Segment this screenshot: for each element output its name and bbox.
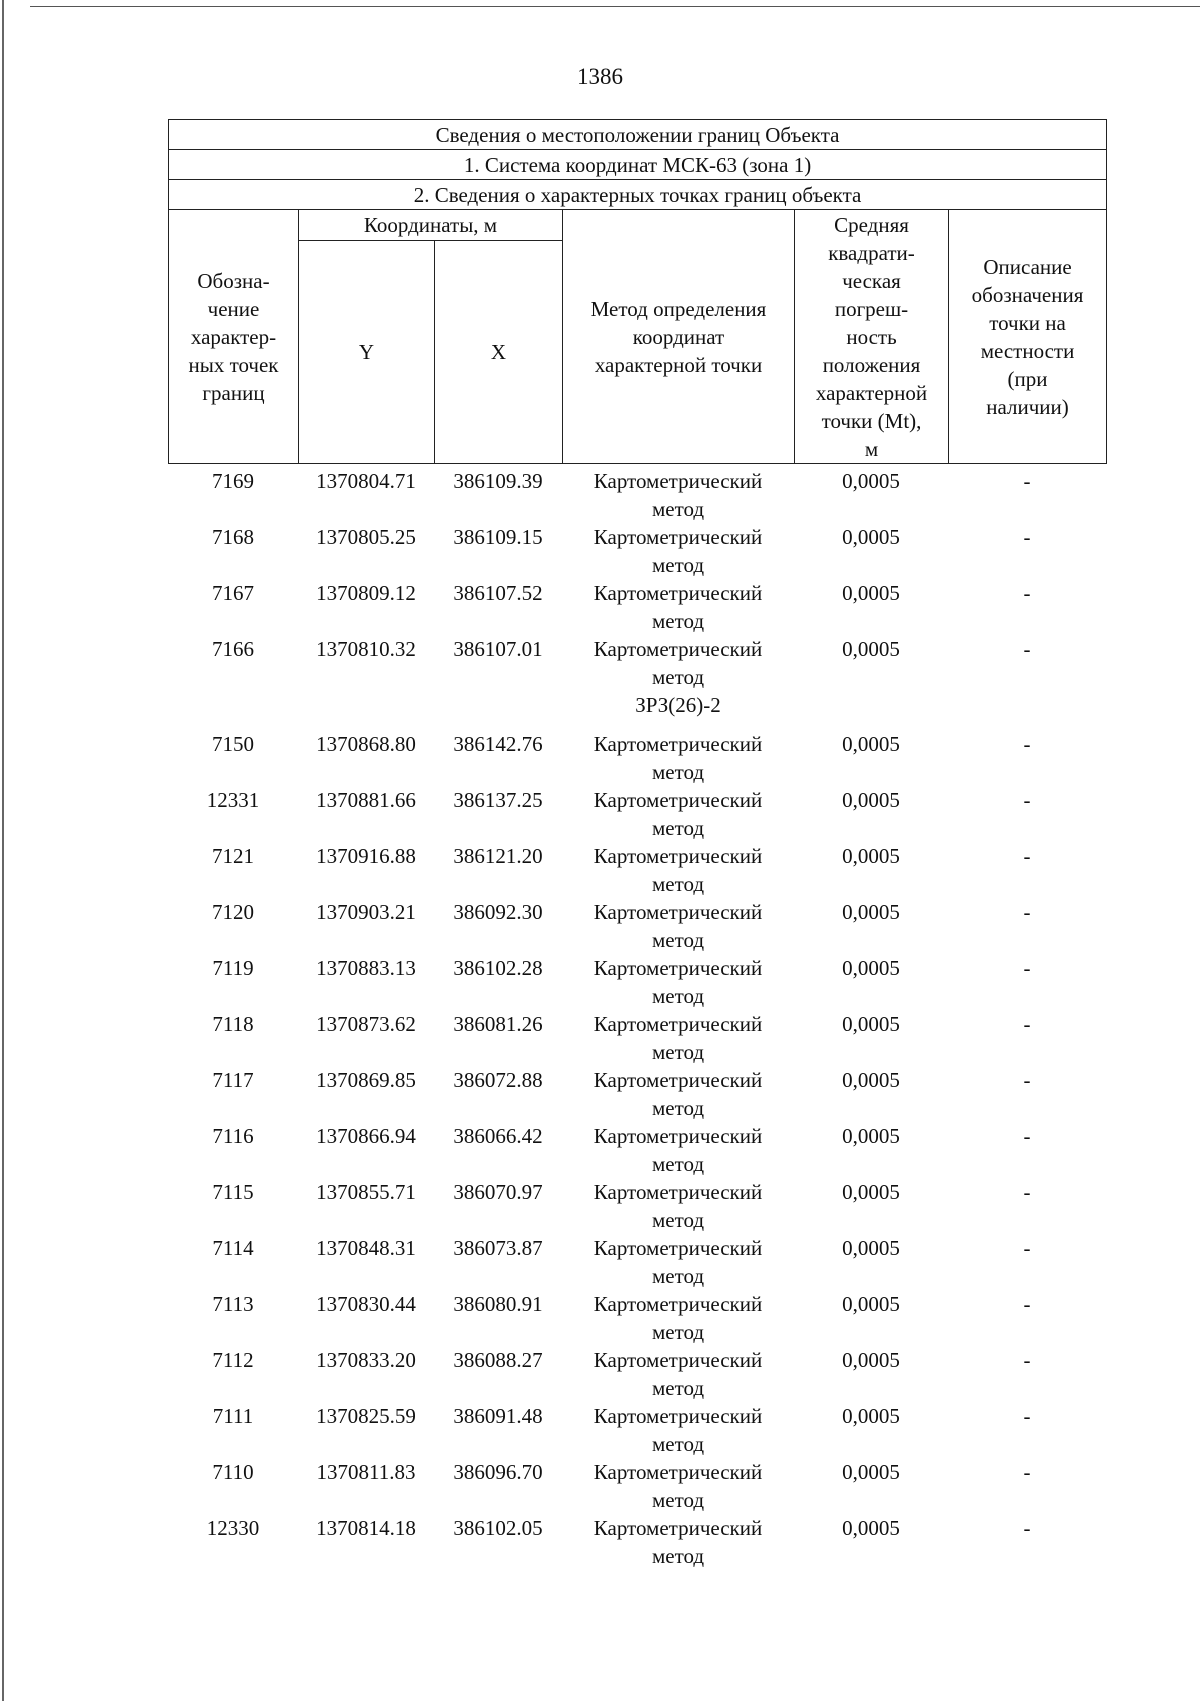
y-coordinate-cell: 1370848.31	[316, 1236, 416, 1260]
header-title-row	[169, 150, 1107, 180]
point-id-cell: 12330	[206, 1516, 260, 1540]
table-row	[168, 954, 1106, 1010]
y-coordinate-cell: 1370809.12	[316, 581, 416, 605]
method-line: Картометрический	[593, 956, 763, 980]
table-row	[168, 1514, 1106, 1570]
x-coordinate-cell: 386107.01	[453, 637, 543, 661]
header-error-line: ческая	[842, 268, 901, 293]
section-cell-empty	[794, 691, 948, 730]
column-header-row	[169, 210, 1107, 241]
header-designation-line: Обозна-	[197, 268, 270, 293]
table-row	[168, 579, 1106, 635]
method-line: Картометрический	[593, 1460, 763, 1484]
error-cell: 0,0005	[842, 581, 900, 605]
x-coordinate-cell: 386073.87	[453, 1236, 543, 1260]
header-designation-line: границ	[202, 380, 265, 405]
description-cell: -	[1023, 956, 1031, 980]
error-cell: 0,0005	[842, 1180, 900, 1204]
y-coordinate-cell: 1370903.21	[316, 900, 416, 924]
point-id-cell: 7166	[212, 637, 254, 661]
method-line: Картометрический	[593, 469, 763, 493]
point-id-cell: 7118	[212, 1012, 254, 1036]
header-description-line: обозначения	[971, 282, 1084, 307]
x-coordinate-cell: 386092.30	[453, 900, 543, 924]
x-coordinate-cell: 386102.05	[453, 1516, 543, 1540]
method-cell	[562, 898, 794, 954]
x-coordinate-cell: 386121.20	[453, 844, 543, 868]
method-line: метод	[651, 1544, 705, 1568]
y-coordinate-cell: 1370814.18	[316, 1516, 416, 1540]
point-id-cell: 7120	[212, 900, 254, 924]
x-coordinate-cell: 386109.15	[453, 525, 543, 549]
header-error-line: м	[864, 436, 879, 461]
point-id-cell: 7117	[212, 1068, 254, 1092]
point-id-cell: 7111	[212, 1404, 254, 1428]
table-row	[168, 1290, 1106, 1346]
section-row	[168, 691, 1106, 730]
y-coordinate-cell: 1370883.13	[316, 956, 416, 980]
method-cell	[562, 1122, 794, 1178]
error-cell: 0,0005	[842, 1348, 900, 1372]
header-error-line: ность	[846, 324, 897, 349]
method-line: Картометрический	[593, 637, 763, 661]
table-row	[168, 1122, 1106, 1178]
table-row	[168, 786, 1106, 842]
method-line: метод	[651, 984, 705, 1008]
error-cell: 0,0005	[842, 788, 900, 812]
description-cell: -	[1023, 469, 1031, 493]
description-cell: -	[1023, 1124, 1031, 1148]
description-cell: -	[1023, 581, 1031, 605]
description-cell: -	[1023, 788, 1031, 812]
section-label: ЗРЗ(26)-2	[635, 693, 721, 717]
section-cell-empty	[948, 691, 1106, 730]
error-cell: 0,0005	[842, 1404, 900, 1428]
method-line: Картометрический	[593, 1180, 763, 1204]
error-cell: 0,0005	[842, 525, 900, 549]
point-id-cell: 7169	[212, 469, 254, 493]
table-row	[168, 842, 1106, 898]
method-line: метод	[651, 760, 705, 784]
header-error	[795, 210, 949, 464]
header-description-line: точки на	[989, 310, 1066, 335]
error-cell: 0,0005	[842, 1124, 900, 1148]
method-line: Картометрический	[593, 900, 763, 924]
section-cell-empty	[298, 691, 434, 730]
table-row	[168, 1346, 1106, 1402]
description-cell: -	[1023, 1516, 1031, 1540]
header-title-row	[169, 180, 1107, 210]
header-method-line: характерной точки	[594, 352, 763, 377]
header-coordinates: Координаты, м	[299, 210, 563, 241]
error-cell: 0,0005	[842, 1236, 900, 1260]
method-cell	[562, 523, 794, 579]
point-id-cell: 7116	[212, 1124, 254, 1148]
description-cell: -	[1023, 1236, 1031, 1260]
table-row	[168, 1458, 1106, 1514]
method-line: метод	[651, 1264, 705, 1288]
method-line: метод	[651, 1152, 705, 1176]
method-line: метод	[651, 1432, 705, 1456]
x-coordinate-cell: 386107.52	[453, 581, 543, 605]
description-cell: -	[1023, 1012, 1031, 1036]
header-description-line: местности	[980, 338, 1075, 363]
point-id-cell: 7115	[212, 1180, 254, 1204]
x-coordinate-cell: 386096.70	[453, 1460, 543, 1484]
method-line: метод	[651, 1096, 705, 1120]
table-title-location: Сведения о местоположении границ Объекта	[169, 120, 1107, 150]
method-line: Картометрический	[593, 844, 763, 868]
header-error-line: положения	[822, 352, 921, 377]
error-cell: 0,0005	[842, 900, 900, 924]
y-coordinate-cell: 1370833.20	[316, 1348, 416, 1372]
table-title-characteristic-points: 2. Сведения о характерных точках границ объекта	[169, 180, 1107, 210]
method-cell	[562, 730, 794, 786]
y-coordinate-cell: 1370868.80	[316, 732, 416, 756]
error-cell: 0,0005	[842, 637, 900, 661]
x-coordinate-cell: 386070.97	[453, 1180, 543, 1204]
method-cell	[562, 1010, 794, 1066]
method-line: метод	[651, 872, 705, 896]
x-coordinate-cell: 386091.48	[453, 1404, 543, 1428]
table-row	[168, 1066, 1106, 1122]
header-description-line: Описание	[983, 254, 1072, 279]
table-row	[168, 467, 1106, 523]
table-row	[168, 1402, 1106, 1458]
coordinates-header-table	[168, 119, 1107, 464]
method-line: Картометрический	[593, 1516, 763, 1540]
method-line: Картометрический	[593, 581, 763, 605]
method-line: Картометрический	[593, 788, 763, 812]
method-cell	[562, 467, 794, 523]
description-cell: -	[1023, 1348, 1031, 1372]
header-description-line: (при	[1007, 366, 1048, 391]
method-line: метод	[651, 665, 705, 689]
method-line: Картометрический	[593, 1292, 763, 1316]
coordinates-body-table	[168, 467, 1106, 1570]
method-cell	[562, 1290, 794, 1346]
error-cell: 0,0005	[842, 732, 900, 756]
header-error-line: погреш-	[834, 296, 909, 321]
method-line: Картометрический	[593, 1012, 763, 1036]
error-cell: 0,0005	[842, 469, 900, 493]
method-line: метод	[651, 497, 705, 521]
header-method-line: Метод определения	[590, 296, 767, 321]
header-title-row	[169, 120, 1107, 150]
x-coordinate-cell: 386142.76	[453, 732, 543, 756]
header-description-line: наличии)	[986, 394, 1069, 419]
method-cell	[562, 1458, 794, 1514]
section-cell-empty	[168, 691, 298, 730]
method-line: метод	[651, 1208, 705, 1232]
y-coordinate-cell: 1370811.83	[316, 1460, 416, 1484]
header-designation-line: характер-	[190, 324, 277, 349]
page-number: 1386	[577, 64, 623, 89]
description-cell: -	[1023, 637, 1031, 661]
y-coordinate-cell: 1370916.88	[316, 844, 416, 868]
table-title-coordinate-system: 1. Система координат МСК-63 (зона 1)	[169, 150, 1107, 180]
description-cell: -	[1023, 1404, 1031, 1428]
x-coordinate-cell: 386066.42	[453, 1124, 543, 1148]
y-coordinate-cell: 1370866.94	[316, 1124, 416, 1148]
method-cell	[562, 1346, 794, 1402]
method-line: метод	[651, 609, 705, 633]
method-line: Картометрический	[593, 1068, 763, 1092]
method-line: метод	[651, 1040, 705, 1064]
method-line: метод	[651, 816, 705, 840]
table-row	[168, 523, 1106, 579]
y-coordinate-cell: 1370810.32	[316, 637, 416, 661]
description-cell: -	[1023, 1292, 1031, 1316]
y-coordinate-cell: 1370830.44	[316, 1292, 416, 1316]
method-line: метод	[651, 1488, 705, 1512]
method-line: Картометрический	[593, 1124, 763, 1148]
point-id-cell: 7112	[212, 1348, 254, 1372]
description-cell: -	[1023, 525, 1031, 549]
header-error-line: точки (Mt),	[821, 408, 922, 433]
method-line: Картометрический	[593, 525, 763, 549]
description-cell: -	[1023, 1068, 1031, 1092]
header-designation-line: ных точек	[188, 352, 279, 377]
y-coordinate-cell: 1370873.62	[316, 1012, 416, 1036]
point-id-cell: 7110	[212, 1460, 254, 1484]
method-cell	[562, 1514, 794, 1570]
header-description	[949, 210, 1107, 464]
x-coordinate-cell: 386081.26	[453, 1012, 543, 1036]
header-error-line: квадрати-	[828, 240, 915, 265]
header-designation-line: чение	[207, 296, 260, 321]
header-method	[563, 210, 795, 464]
table-row	[168, 898, 1106, 954]
method-line: метод	[651, 553, 705, 577]
x-coordinate-cell: 386080.91	[453, 1292, 543, 1316]
point-id-cell: 12331	[206, 788, 260, 812]
error-cell: 0,0005	[842, 956, 900, 980]
error-cell: 0,0005	[842, 1068, 900, 1092]
error-cell: 0,0005	[842, 1516, 900, 1540]
method-cell	[562, 1234, 794, 1290]
header-method-line: координат	[632, 324, 725, 349]
header-error-line: характерной	[815, 380, 928, 405]
method-cell	[562, 635, 794, 691]
x-coordinate-cell: 386088.27	[453, 1348, 543, 1372]
top-scan-border	[30, 6, 1200, 7]
method-cell	[562, 954, 794, 1010]
method-cell	[562, 1402, 794, 1458]
table-row	[168, 1010, 1106, 1066]
x-coordinate-cell: 386102.28	[453, 956, 543, 980]
method-line: Картометрический	[593, 732, 763, 756]
point-id-cell: 7114	[212, 1236, 254, 1260]
error-cell: 0,0005	[842, 1292, 900, 1316]
y-coordinate-cell: 1370825.59	[316, 1404, 416, 1428]
table-row	[168, 635, 1106, 691]
method-line: метод	[651, 1376, 705, 1400]
description-cell: -	[1023, 1460, 1031, 1484]
description-cell: -	[1023, 844, 1031, 868]
method-line: Картометрический	[593, 1236, 763, 1260]
table-row	[168, 1178, 1106, 1234]
point-id-cell: 7121	[212, 844, 254, 868]
point-id-cell: 7168	[212, 525, 254, 549]
error-cell: 0,0005	[842, 844, 900, 868]
table-row	[168, 730, 1106, 786]
point-id-cell: 7150	[212, 732, 254, 756]
method-line: метод	[651, 928, 705, 952]
method-cell	[562, 579, 794, 635]
x-coordinate-cell: 386072.88	[453, 1068, 543, 1092]
method-cell	[562, 842, 794, 898]
method-cell	[562, 786, 794, 842]
point-id-cell: 7113	[212, 1292, 254, 1316]
header-designation	[169, 210, 299, 464]
y-coordinate-cell: 1370855.71	[316, 1180, 416, 1204]
description-cell: -	[1023, 900, 1031, 924]
y-coordinate-cell: 1370881.66	[316, 788, 416, 812]
section-cell-empty	[434, 691, 562, 730]
y-coordinate-cell: 1370804.71	[316, 469, 416, 493]
method-line: метод	[651, 1320, 705, 1344]
description-cell: -	[1023, 1180, 1031, 1204]
point-id-cell: 7167	[212, 581, 254, 605]
method-line: Картометрический	[593, 1348, 763, 1372]
left-scan-border	[2, 0, 4, 1701]
header-y: Y	[299, 241, 435, 464]
x-coordinate-cell: 386109.39	[453, 469, 543, 493]
y-coordinate-cell: 1370869.85	[316, 1068, 416, 1092]
header-x: X	[435, 241, 563, 464]
error-cell: 0,0005	[842, 1012, 900, 1036]
y-coordinate-cell: 1370805.25	[316, 525, 416, 549]
method-line: Картометрический	[593, 1404, 763, 1428]
table-row	[168, 1234, 1106, 1290]
error-cell: 0,0005	[842, 1460, 900, 1484]
point-id-cell: 7119	[212, 956, 254, 980]
description-cell: -	[1023, 732, 1031, 756]
header-error-line: Средняя	[834, 212, 909, 237]
method-cell	[562, 1066, 794, 1122]
x-coordinate-cell: 386137.25	[453, 788, 543, 812]
method-cell	[562, 1178, 794, 1234]
